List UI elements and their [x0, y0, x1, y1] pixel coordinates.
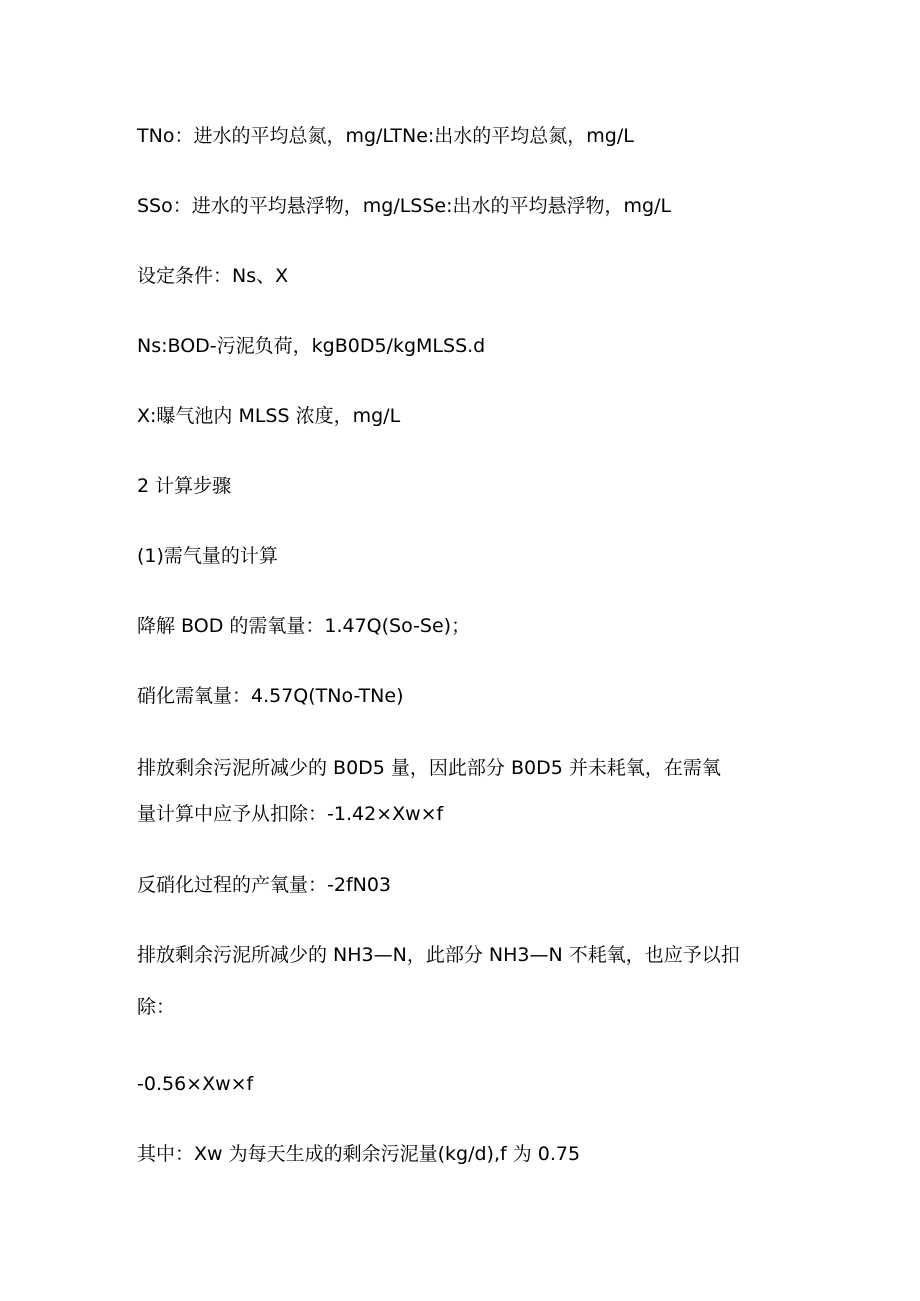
text-line-conditions: 设定条件：Ns、X — [137, 265, 289, 287]
section-heading-calculation-steps: 2 计算步骤 — [137, 475, 232, 497]
text-line-nitrification-oxygen: 硝化需氧量：4.57Q(TNo-TNe) — [137, 685, 404, 707]
text-line-excess-sludge-nh3: 排放剩余污泥所减少的 NH3—N，此部分 NH3—N 不耗氧，也应予以扣 — [137, 944, 740, 966]
text-line-excess-sludge-bod-cont: 量计算中应予从扣除：-1.42×Xw×f — [137, 803, 444, 825]
text-line-xw-definition: 其中：Xw 为每天生成的剩余污泥量(kg/d),f 为 0.75 — [137, 1143, 581, 1165]
text-line-bod-oxygen-demand: 降解 BOD 的需氧量：1.47Q(So-Se)； — [137, 615, 471, 637]
text-line-ns-definition: Ns:BOD-污泥负荷，kgB0D5/kgMLSS.d — [137, 335, 486, 357]
text-line-formula-nh3: -0.56×Xw×f — [137, 1073, 254, 1095]
text-line-sso-sse: SSo：进水的平均悬浮物，mg/LSSe:出水的平均悬浮物，mg/L — [137, 195, 672, 217]
subsection-heading-air-demand: (1)需气量的计算 — [137, 545, 278, 567]
text-line-denitrification-oxygen: 反硝化过程的产氧量：-2fN03 — [137, 874, 392, 896]
text-line-excess-sludge-nh3-cont: 除： — [137, 996, 176, 1018]
text-line-x-definition: X:曝气池内 MLSS 浓度，mg/L — [137, 405, 401, 427]
text-line-excess-sludge-bod: 排放剩余污泥所减少的 B0D5 量，因此部分 B0D5 并未耗氧，在需氧 — [137, 757, 721, 779]
text-line-tno-tne: TNo：进水的平均总氮，mg/LTNe:出水的平均总氮，mg/L — [137, 125, 634, 147]
